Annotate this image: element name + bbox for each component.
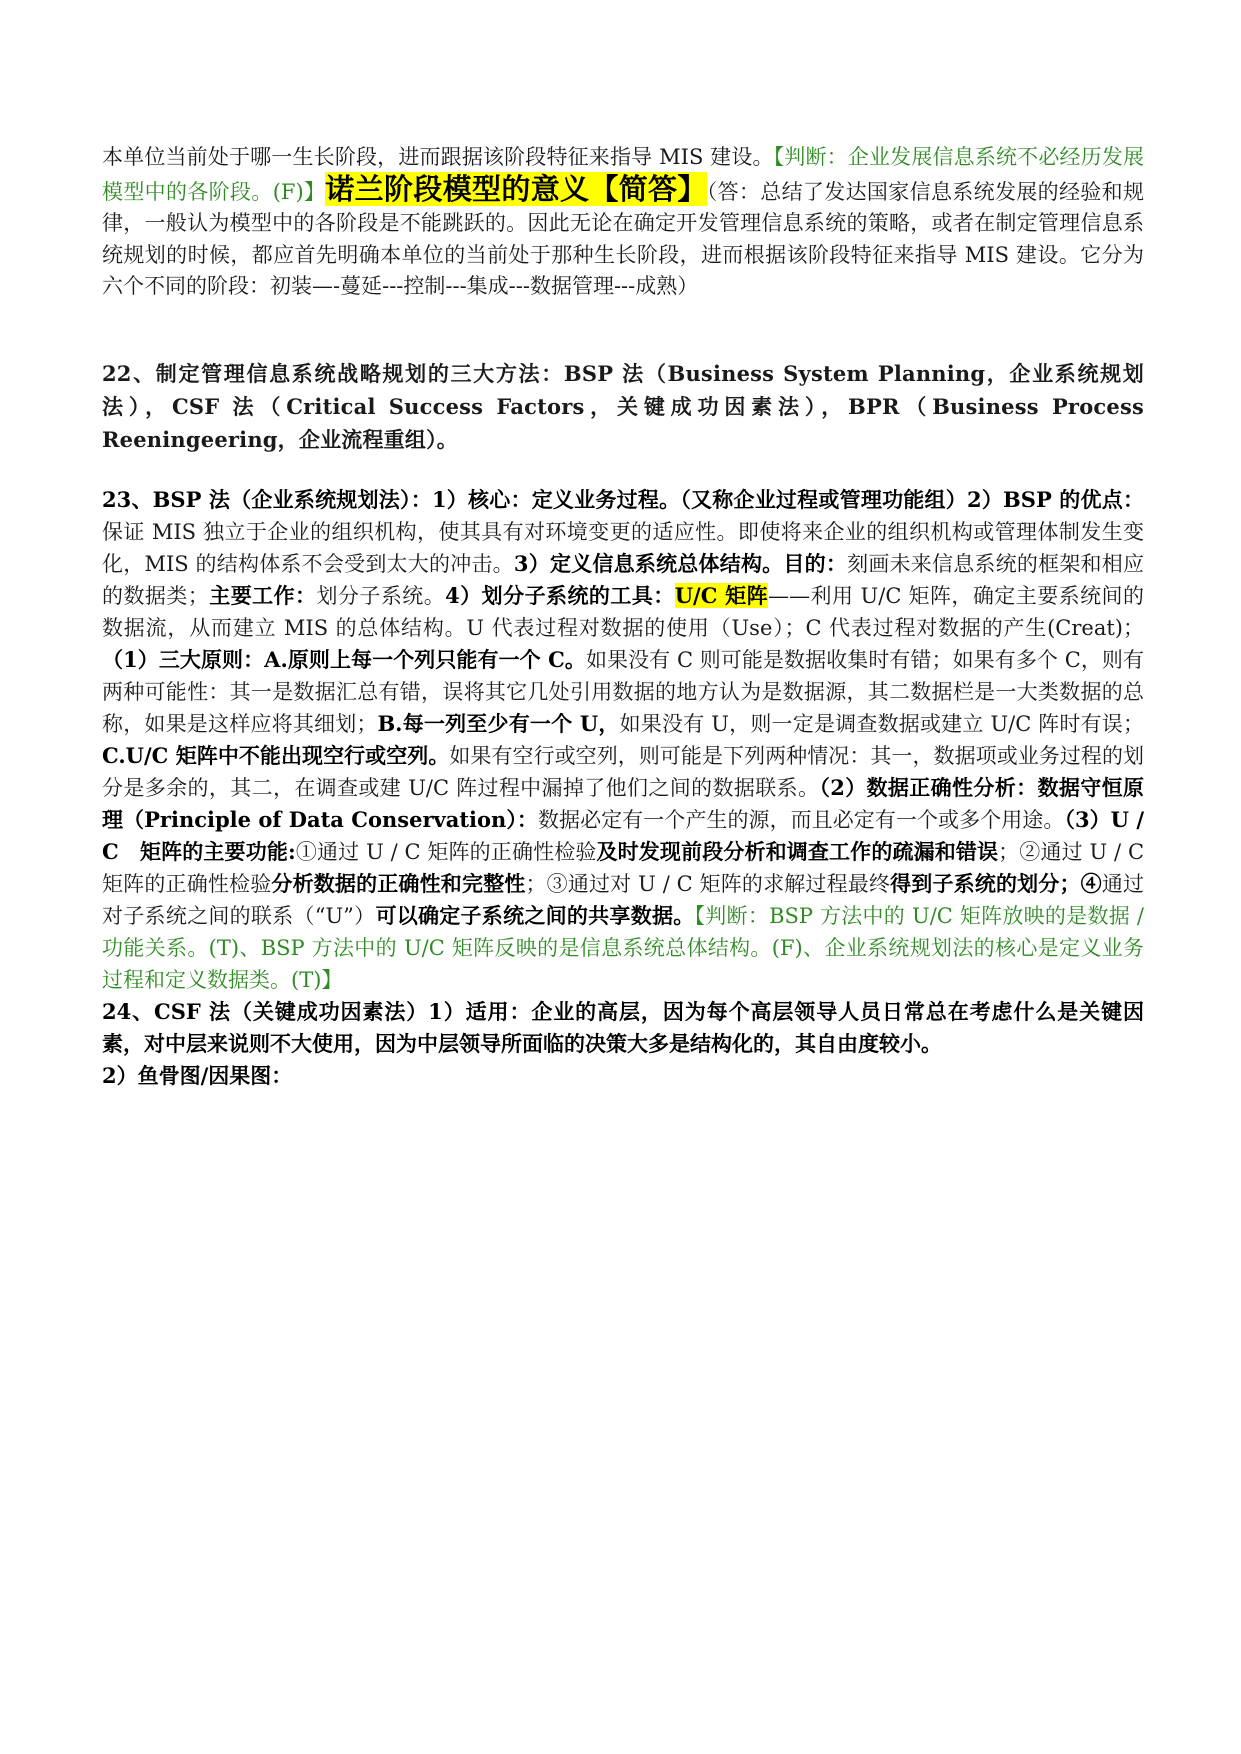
nolan-text-b: （答：总结了发达国家信息系统发展的经验和规律，一般认为模型中的各阶段是不能跳跃的。因此无论在确定开发管理信息系统的策略，或者在制定管理信息系统规划的时候，都应首先明确本单位的当前处于那种生长阶段，进而根据该阶段特征来指导 MIS 建设。它分为六个不同的阶段：初装—-蔓延---控制---集成---数据管理---成熟） (102, 179, 1144, 298)
uc-matrix-highlight: U/C 矩阵 (674, 582, 769, 608)
s23-bold: C.U/C 矩阵中不能出现空行或空列。 (102, 742, 450, 768)
s23-bold: 可以确定子系统之间的共享数据。 (375, 902, 695, 928)
s23-text: ①通过 U / C 矩阵的正确性检验 (295, 839, 597, 864)
fishbone-heading: 2）鱼骨图/因果图： (102, 1062, 293, 1088)
document-page (102, 142, 1144, 1092)
judge-note-2: 【判断：BSP 方法中的 U/C 矩阵放映的是数据 / 功能关系。(T)、BSP 方法中的 U/C 矩阵反映的是信息系统总体结构。(F)、企业系统规划法的核心是定义业务过程和定义数据类。(T)】 (102, 903, 1145, 992)
section-24: 24、CSF 法（关键成功因素法）1）适用：企业的高层，因为每个高层领导人员日常总在考虑什么是关键因素，对中层来说则不大使用，因为中层领导所面临的决策大多是结构化的，其自由度较小。 (102, 998, 1144, 1056)
nolan-heading-highlight: 诺兰阶段模型的意义【简答】 (325, 171, 707, 206)
s23-bold: （2）数据正确性分析：数据守恒原理（Principle of Data Conservation）： (102, 774, 1144, 832)
s23-text: ；②通过 U / C 矩阵的正确性检验 (102, 839, 1145, 896)
section-22: 22、制定管理信息系统战略规划的三大方法：BSP 法（Business System Planning，企业系统规划法），CSF 法（Critical Success Factors，关键成功因素法），BPR（Business Process Reeningeering，企业流程重组）。 (102, 360, 1144, 452)
s23-text: 如果没有 C 则可能是数据收集时有错；如果有多个 C，则有两种可能性：其一是数据汇总有错，误将其它几处引用数据的地方认为是数据源，其二数据栏是一大类数据的总称，如果是这样应将其细划； (102, 647, 1144, 736)
s23-bold: 3）定义信息系统总体结构。目的： (513, 550, 848, 576)
s23-text: 如果有空行或空列，则可能是下列两种情况：其一，数据项或业务过程的划分是多余的，其二，在调查或建 U/C 阵过程中漏掉了他们之间的数据联系。 (102, 743, 1144, 800)
s23-text: 刻画未来信息系统的框架和相应的数据类； (102, 551, 1145, 608)
s23-text: 如果没有 U，则一定是调查数据或建立 U/C 阵时有误； (619, 711, 1144, 736)
s23-bold: （1）三大原则：A.原则上每一个列只能有一个 C。 (102, 646, 586, 672)
s23-text: ；③通过对 U / C 矩阵的求解过程最终 (525, 871, 891, 896)
s23-heading: 23、BSP 法（企业系统规划法）：1）核心：定义业务过程。（又称企业过程或管理功能组）2）BSP 的优点： (102, 486, 1144, 512)
s23-bold: B.每一列至少有一个 U， (377, 710, 620, 736)
s23-bold: 得到子系统的划分；④ (890, 870, 1102, 896)
s23-text: 划分子系统。 (316, 583, 446, 608)
s23-bold: 分析数据的正确性和完整性 (271, 870, 526, 896)
s23-bold: 及时发现前段分析和调查工作的疏漏和错误 (596, 838, 999, 864)
s23-bold: （3）U / C 矩阵的主要功能: (102, 806, 1145, 864)
judge-note-1: 【判断：企业发展信息系统不必经历发展模型中的各阶段。(F)】 (102, 145, 1144, 204)
spacer (102, 303, 1144, 357)
s23-bold: 4）划分子系统的工具： (445, 582, 675, 608)
nolan-paragraph (102, 142, 1144, 303)
section-23 (102, 484, 1144, 996)
s23-text: 数据必定有一个产生的源，而且必定有一个或多个用途。 (537, 807, 1065, 832)
spacer (102, 456, 1144, 484)
s23-bold: 主要工作： (208, 582, 317, 608)
s23-text: 通过对子系统之间的联系（“U”） (102, 871, 1145, 928)
s23-text: ——利用 U/C 矩阵，确定主要系统间的数据流，从而建立 MIS 的总体结构。U 代表过程对数据的使用（Use）；C 代表过程对数据的产生(Creat)； (102, 583, 1144, 640)
s23-text: 保证 MIS 独立于企业的组织机构，使其具有对环境变更的适应性。即使将来企业的组织机构或管理体制发生变化，MIS 的结构体系不会受到太大的冲击。 (102, 519, 1144, 576)
nolan-text-a: 本单位当前处于哪一生长阶段，进而跟据该阶段特征来指导 MIS 建设。 (102, 145, 774, 169)
